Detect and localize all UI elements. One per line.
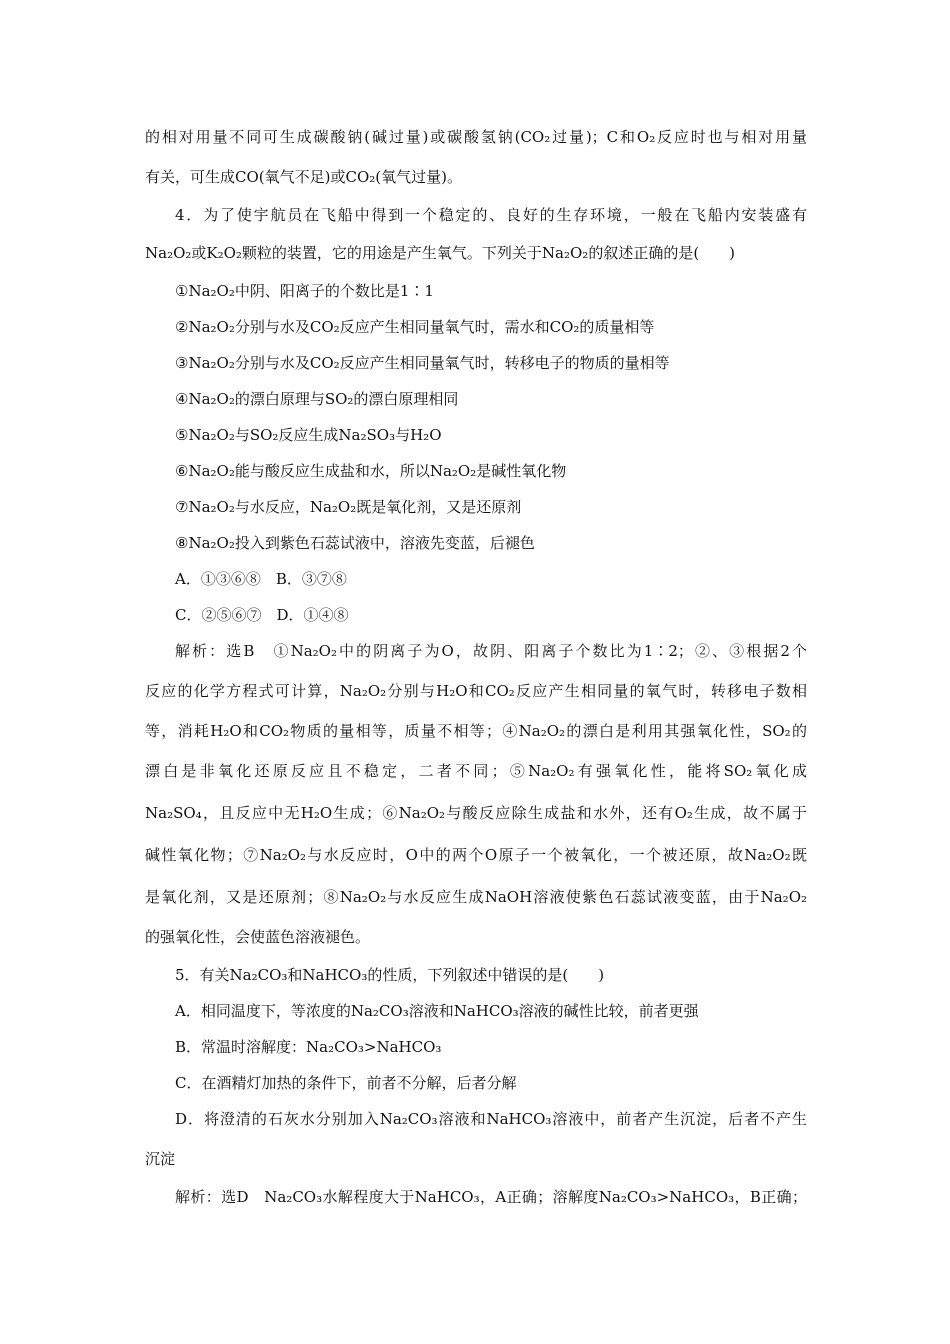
statement-7: ⑦Na₂O₂与水反应，Na₂O₂既是氧化剂，又是还原剂 — [175, 498, 522, 516]
analysis-line: 漂白是非氧化还原反应且不稳定，二者不同；⑤Na₂O₂有强氧化性，能将SO₂氧化成 — [145, 762, 807, 780]
option-line: C．②⑤⑥⑦ D．①④⑧ — [175, 606, 349, 624]
question-4-stem: Na₂O₂或K₂O₂颗粒的装置，它的用途是产生氧气。下列关于Na₂O₂的叙述正确的是( ) — [145, 244, 736, 262]
analysis-line: Na₂SO₄，且反应中无H₂O生成；⑥Na₂O₂与酸反应除生成盐和水外，还有O₂生成，故不属于 — [145, 804, 807, 822]
statement-1: ①Na₂O₂中阴、阳离子的个数比是1∶1 — [175, 282, 434, 300]
statement-4: ④Na₂O₂的漂白原理与SO₂的漂白原理相同 — [175, 390, 459, 408]
analysis-line: 解析：选D Na₂CO₃水解程度大于NaHCO₃，A正确；溶解度Na₂CO₃>NaHCO₃，B正确； — [175, 1188, 807, 1206]
question-4-stem: 4．为了使宇航员在飞船中得到一个稳定的、良好的生存环境，一般在飞船内安装盛有 — [175, 206, 807, 224]
option-c: C．在酒精灯加热的条件下，前者不分解，后者分解 — [175, 1074, 517, 1092]
text-line: 有关，可生成CO(氧气不足)或CO₂(氧气过量)。 — [145, 168, 462, 186]
statement-2: ②Na₂O₂分别与水及CO₂反应产生相同量氧气时，需水和CO₂的质量相等 — [175, 318, 655, 336]
analysis-line: 解析：选B ①Na₂O₂中的阴离子为O，故阴、阳离子个数比为1∶2；②、③根据2个 — [175, 642, 807, 660]
option-a: A．相同温度下，等浓度的Na₂CO₃溶液和NaHCO₃溶液的碱性比较，前者更强 — [175, 1002, 699, 1020]
analysis-line: 等，消耗H₂O和CO₂物质的量相等，质量不相等；④Na₂O₂的漂白是利用其强氧化性，SO₂的 — [145, 722, 807, 740]
option-b: B．常温时溶解度：Na₂CO₃>NaHCO₃ — [175, 1038, 442, 1056]
option-line: A．①③⑥⑧ B．③⑦⑧ — [175, 570, 347, 588]
option-d: D．将澄清的石灰水分别加入Na₂CO₃溶液和NaHCO₃溶液中，前者产生沉淀，后者不产生 — [175, 1110, 807, 1128]
statement-3: ③Na₂O₂分别与水及CO₂反应产生相同量氧气时，转移电子的物质的量相等 — [175, 354, 670, 372]
option-d: 沉淀 — [145, 1150, 176, 1168]
analysis-line: 的强氧化性，会使蓝色溶液褪色。 — [145, 928, 371, 946]
text-line: 的相对用量不同可生成碳酸钠(碱过量)或碳酸氢钠(CO₂过量)；C和O₂反应时也与相对用量 — [145, 128, 807, 146]
analysis-line: 碱性氧化物；⑦Na₂O₂与水反应时，O中的两个O原子一个被氧化，一个被还原，故Na₂O₂既 — [145, 846, 807, 864]
question-5-stem: 5．有关Na₂CO₃和NaHCO₃的性质，下列叙述中错误的是( ) — [175, 966, 605, 984]
statement-8: ⑧Na₂O₂投入到紫色石蕊试液中，溶液先变蓝，后褪色 — [175, 534, 535, 552]
analysis-line: 反应的化学方程式可计算，Na₂O₂分别与H₂O和CO₂反应产生相同量的氧气时，转移电子数相 — [145, 682, 807, 700]
analysis-line: 是氧化剂，又是还原剂；⑧Na₂O₂与水反应生成NaOH溶液使紫色石蕊试液变蓝，由于Na₂O₂ — [145, 888, 807, 906]
statement-5: ⑤Na₂O₂与SO₂反应生成Na₂SO₃与H₂O — [175, 426, 442, 444]
statement-6: ⑥Na₂O₂能与酸反应生成盐和水，所以Na₂O₂是碱性氧化物 — [175, 462, 567, 480]
